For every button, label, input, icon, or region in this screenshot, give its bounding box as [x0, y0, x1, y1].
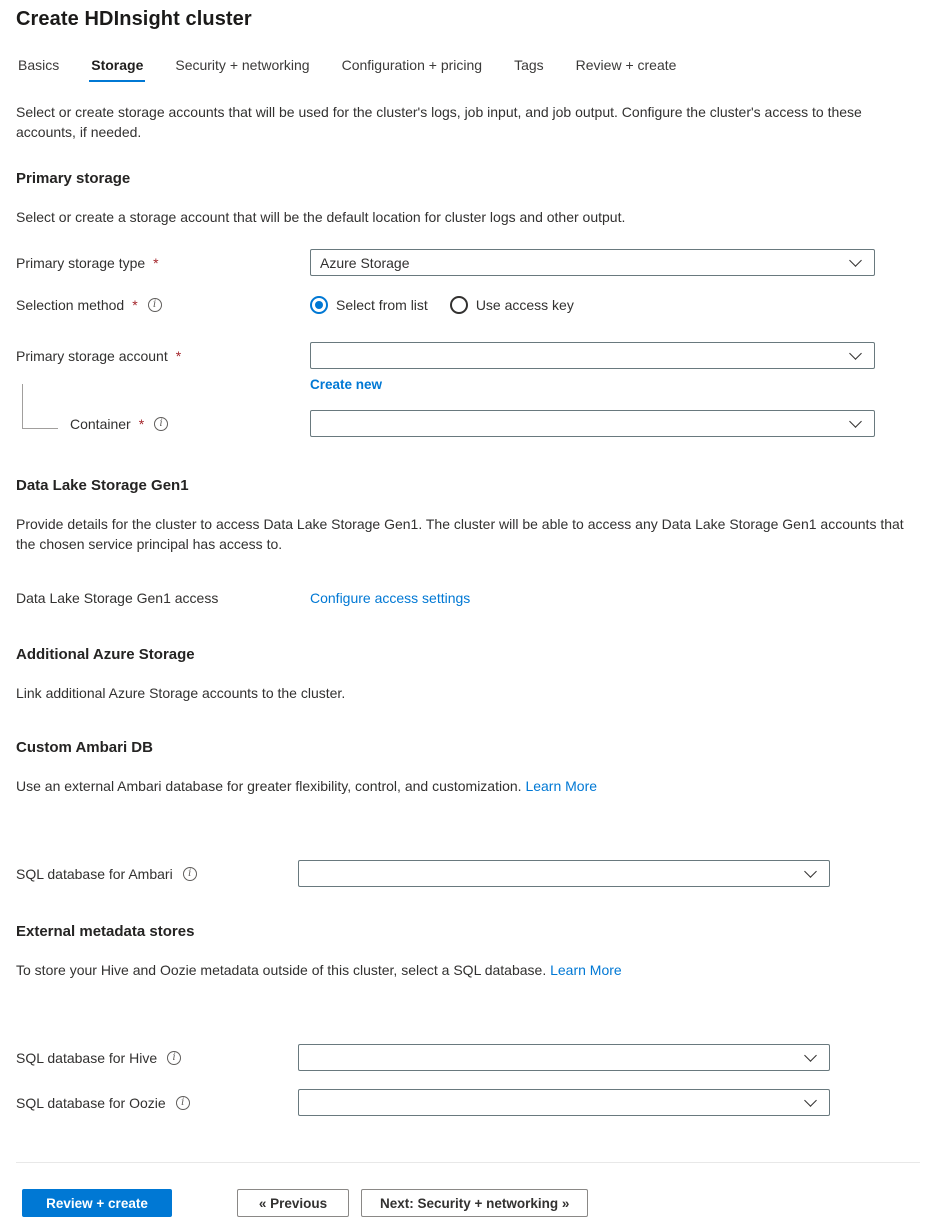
- ambari-description-text: Use an external Ambari database for greater flexibility, control, and customization.: [16, 778, 522, 794]
- info-icon[interactable]: i: [176, 1096, 190, 1110]
- metadata-stores-heading: External metadata stores: [16, 923, 195, 940]
- additional-storage-description: Link additional Azure Storage accounts to the cluster.: [16, 685, 346, 701]
- ambari-heading: Custom Ambari DB: [16, 739, 153, 756]
- container-dropdown[interactable]: [310, 410, 875, 437]
- configure-access-settings-link[interactable]: Configure access settings: [310, 590, 471, 606]
- primary-storage-heading: Primary storage: [16, 170, 131, 187]
- ambari-learn-more-link[interactable]: Learn More: [525, 778, 598, 794]
- required-asterisk: *: [175, 347, 182, 364]
- chevron-down-icon: [804, 865, 817, 878]
- info-icon[interactable]: i: [167, 1051, 181, 1065]
- review-create-button[interactable]: Review + create: [22, 1189, 172, 1217]
- page-intro: Select or create storage accounts that will be used for the cluster's logs, job input, and job output. Configure the cluster's access to these accounts, if needed.: [16, 104, 862, 140]
- footer-divider: [16, 1162, 920, 1163]
- sql-hive-row: [16, 1044, 920, 1071]
- metadata-stores-description-text: To store your Hive and Oozie metadata outside of this cluster, select a SQL database.: [16, 962, 547, 978]
- primary-storage-account-dropdown[interactable]: [310, 342, 875, 369]
- data-lake-access-label: Data Lake Storage Gen1 access: [16, 590, 219, 606]
- radio-select-from-list[interactable]: [310, 296, 428, 314]
- data-lake-access-label-group: [16, 590, 310, 606]
- tab-review-create[interactable]: Review + create: [575, 57, 677, 73]
- primary-storage-type-value: Azure Storage: [320, 254, 410, 271]
- radio-use-access-key[interactable]: [450, 296, 574, 314]
- primary-storage-type-label: Primary storage type: [16, 254, 146, 271]
- tree-connector-line: [22, 384, 58, 429]
- info-icon[interactable]: i: [154, 417, 168, 431]
- sql-ambari-row: [16, 860, 920, 887]
- sql-ambari-label: SQL database for Ambari: [16, 865, 173, 882]
- required-asterisk: *: [153, 254, 159, 271]
- footer-actions: [22, 1189, 920, 1217]
- info-icon[interactable]: i: [183, 867, 197, 881]
- radio-unselected-icon: [450, 296, 468, 314]
- create-new-link[interactable]: Create new: [310, 377, 383, 392]
- sql-oozie-dropdown[interactable]: [298, 1089, 830, 1116]
- page-title: Create HDInsight cluster: [16, 8, 252, 30]
- required-asterisk: *: [132, 297, 138, 313]
- chevron-down-icon: [804, 1094, 817, 1107]
- chevron-down-icon: [804, 1049, 817, 1062]
- selection-method-label-group: [16, 297, 310, 313]
- primary-storage-account-label-group: [16, 348, 310, 364]
- tab-storage[interactable]: Storage: [89, 53, 145, 82]
- radio-selected-icon: [310, 296, 328, 314]
- sql-hive-label: SQL database for Hive: [16, 1049, 158, 1066]
- data-lake-heading: Data Lake Storage Gen1: [16, 477, 189, 494]
- chevron-down-icon: [849, 347, 862, 360]
- radio-use-access-key-label: Use access key: [475, 297, 574, 313]
- metadata-learn-more-link[interactable]: Learn More: [550, 962, 622, 978]
- data-lake-description: Provide details for the cluster to access Data Lake Storage Gen1. The cluster will be able to access any Data Lake Storage Gen1 accounts that the chosen service principal has access to.: [16, 516, 904, 552]
- previous-button[interactable]: « Previous: [237, 1189, 349, 1217]
- selection-method-row: [16, 296, 920, 314]
- primary-storage-type-label-group: [16, 255, 310, 271]
- tab-configuration-pricing[interactable]: Configuration + pricing: [341, 57, 483, 73]
- chevron-down-icon: [849, 254, 862, 267]
- additional-storage-heading: Additional Azure Storage: [16, 646, 195, 663]
- primary-storage-type-row: [16, 249, 920, 276]
- chevron-down-icon: [849, 415, 862, 428]
- create-new-row: [16, 376, 920, 392]
- ambari-description: [16, 776, 920, 796]
- selection-method-label: Selection method: [16, 297, 125, 313]
- container-label: Container: [70, 415, 131, 432]
- primary-storage-account-row: [16, 342, 920, 369]
- container-label-group: [16, 416, 310, 432]
- primary-storage-description: Select or create a storage account that will be the default location for cluster logs and other output.: [16, 209, 626, 225]
- sql-hive-dropdown[interactable]: [298, 1044, 830, 1071]
- sql-ambari-dropdown[interactable]: [298, 860, 830, 887]
- radio-select-from-list-label: Select from list: [336, 297, 428, 313]
- sql-oozie-row: [16, 1089, 920, 1116]
- next-button[interactable]: Next: Security + networking »: [361, 1189, 588, 1217]
- data-lake-access-row: [16, 590, 920, 606]
- metadata-stores-description: [16, 960, 920, 980]
- selection-method-radio-group: [310, 296, 574, 314]
- sql-oozie-label: SQL database for Oozie: [16, 1094, 166, 1111]
- container-row: [16, 410, 920, 437]
- primary-storage-account-label: Primary storage account: [16, 347, 168, 364]
- primary-storage-type-dropdown[interactable]: [310, 249, 875, 276]
- tab-security-networking[interactable]: Security + networking: [175, 57, 310, 73]
- info-icon[interactable]: i: [148, 298, 162, 312]
- tab-basics[interactable]: Basics: [18, 57, 60, 73]
- sql-oozie-label-group: [16, 1095, 298, 1111]
- required-asterisk: *: [138, 415, 145, 432]
- wizard-tabs: [16, 53, 920, 82]
- sql-hive-label-group: [16, 1050, 298, 1066]
- sql-ambari-label-group: [16, 866, 298, 882]
- tab-tags[interactable]: Tags: [514, 57, 544, 73]
